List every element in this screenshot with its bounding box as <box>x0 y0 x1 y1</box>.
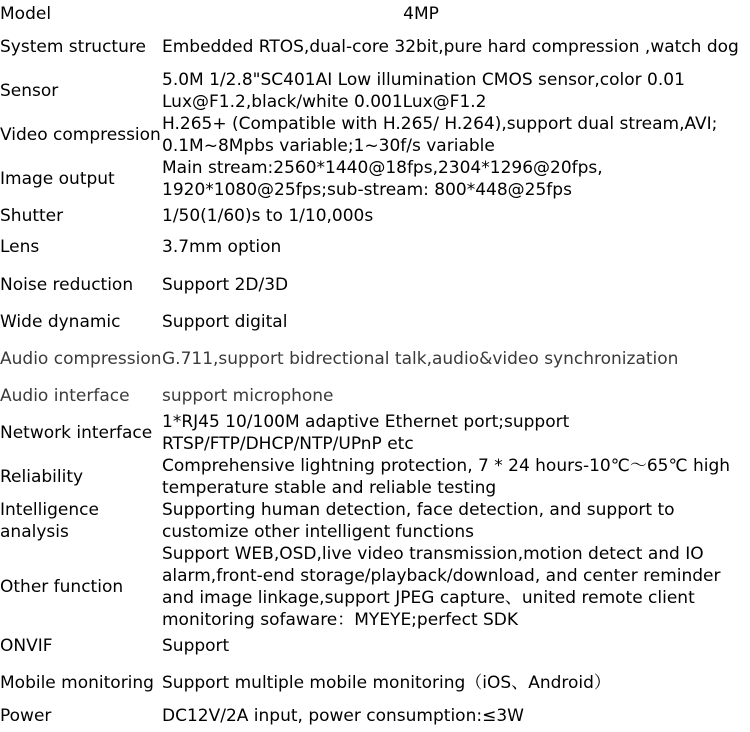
spec-row-shutter <box>0 201 750 231</box>
spec-row-intelligence-analysis <box>0 499 750 543</box>
spec-row-onvif <box>0 631 750 661</box>
spec-row-other-function <box>0 543 750 631</box>
spec-row-model <box>0 3 750 25</box>
spec-row-video-compression <box>0 113 750 157</box>
spec-key: ONVIF <box>0 636 53 656</box>
spec-row-wide-dynamic <box>0 307 750 337</box>
spec-row-network-interface <box>0 411 750 455</box>
spec-key: Sensor <box>0 81 59 101</box>
spec-value: Support digital <box>162 312 288 332</box>
spec-row-mobile-monitoring <box>0 661 750 705</box>
spec-key: Audio compression <box>0 349 162 369</box>
spec-value: H.265+ (Compatible with H.265/ H.264),support dual stream,AVI; 0.1M~8Mpbs variable;1~30f/s variable <box>162 114 718 156</box>
spec-key: Intelligence analysis <box>0 500 99 542</box>
spec-table <box>0 3 750 727</box>
spec-row-reliability <box>0 455 750 499</box>
spec-key: Lens <box>0 237 40 257</box>
spec-row-sensor <box>0 69 750 113</box>
spec-value: 3.7mm option <box>162 237 282 257</box>
spec-value: Support WEB,OSD,live video transmission,motion detect and IO alarm,front-end storage/playback/download, and center reminder and image linkage,support JPEG capture、united remote client monitoring sofaware：MYEYE;perfect SDK <box>162 544 721 630</box>
spec-key: Mobile monitoring <box>0 673 154 693</box>
spec-key: Audio interface <box>0 386 130 406</box>
spec-value: support microphone <box>162 386 334 406</box>
spec-value: 5.0M 1/2.8"SC401AI Low illumination CMOS sensor,color 0.01 Lux@F1.2,black/white 0.001Lux@F1.2 <box>162 70 685 112</box>
spec-key: Model <box>0 4 52 24</box>
spec-key: Power <box>0 706 52 726</box>
spec-row-lens <box>0 231 750 263</box>
spec-value: Embedded RTOS,dual-core 32bit,pure hard compression ,watch dog <box>162 37 739 57</box>
spec-row-power <box>0 705 750 727</box>
spec-value: Comprehensive lightning protection, 7 * 24 hours-10℃～65℃ high temperature stable and reliable testing <box>162 456 731 498</box>
spec-value: Support 2D/3D <box>162 275 289 295</box>
spec-value: G.711,support bidrectional talk,audio&video synchronization <box>162 349 679 369</box>
spec-value: Supporting human detection, face detection, and support to customize other intelligent functions <box>162 500 675 542</box>
spec-key: Image output <box>0 169 115 189</box>
spec-value: Main stream:2560*1440@18fps,2304*1296@20fps, 1920*1080@25fps;sub-stream: 800*448@25fps <box>162 158 603 200</box>
spec-value: Support multiple mobile monitoring（iOS、Android） <box>162 673 611 693</box>
spec-key: Wide dynamic <box>0 312 121 332</box>
spec-value: Support <box>162 636 230 656</box>
spec-row-audio-interface <box>0 381 750 411</box>
spec-key: Reliability <box>0 467 84 487</box>
spec-key: Network interface <box>0 423 153 443</box>
spec-key: Shutter <box>0 206 64 226</box>
spec-key: Noise reduction <box>0 275 134 295</box>
spec-value: 1/50(1/60)s to 1/10,000s <box>162 206 374 226</box>
spec-row-noise-reduction <box>0 263 750 307</box>
spec-key: Video compression <box>0 125 161 145</box>
spec-row-image-output <box>0 157 750 201</box>
spec-value: 4MP <box>403 4 439 24</box>
spec-key: System structure <box>0 37 146 57</box>
spec-key: Other function <box>0 577 124 597</box>
spec-row-system-structure <box>0 25 750 69</box>
spec-value: 1*RJ45 10/100M adaptive Ethernet port;support RTSP/FTP/DHCP/NTP/UPnP etc <box>162 412 570 454</box>
spec-row-audio-compression <box>0 337 750 381</box>
spec-value: DC12V/2A input, power consumption:≤3W <box>162 706 524 726</box>
